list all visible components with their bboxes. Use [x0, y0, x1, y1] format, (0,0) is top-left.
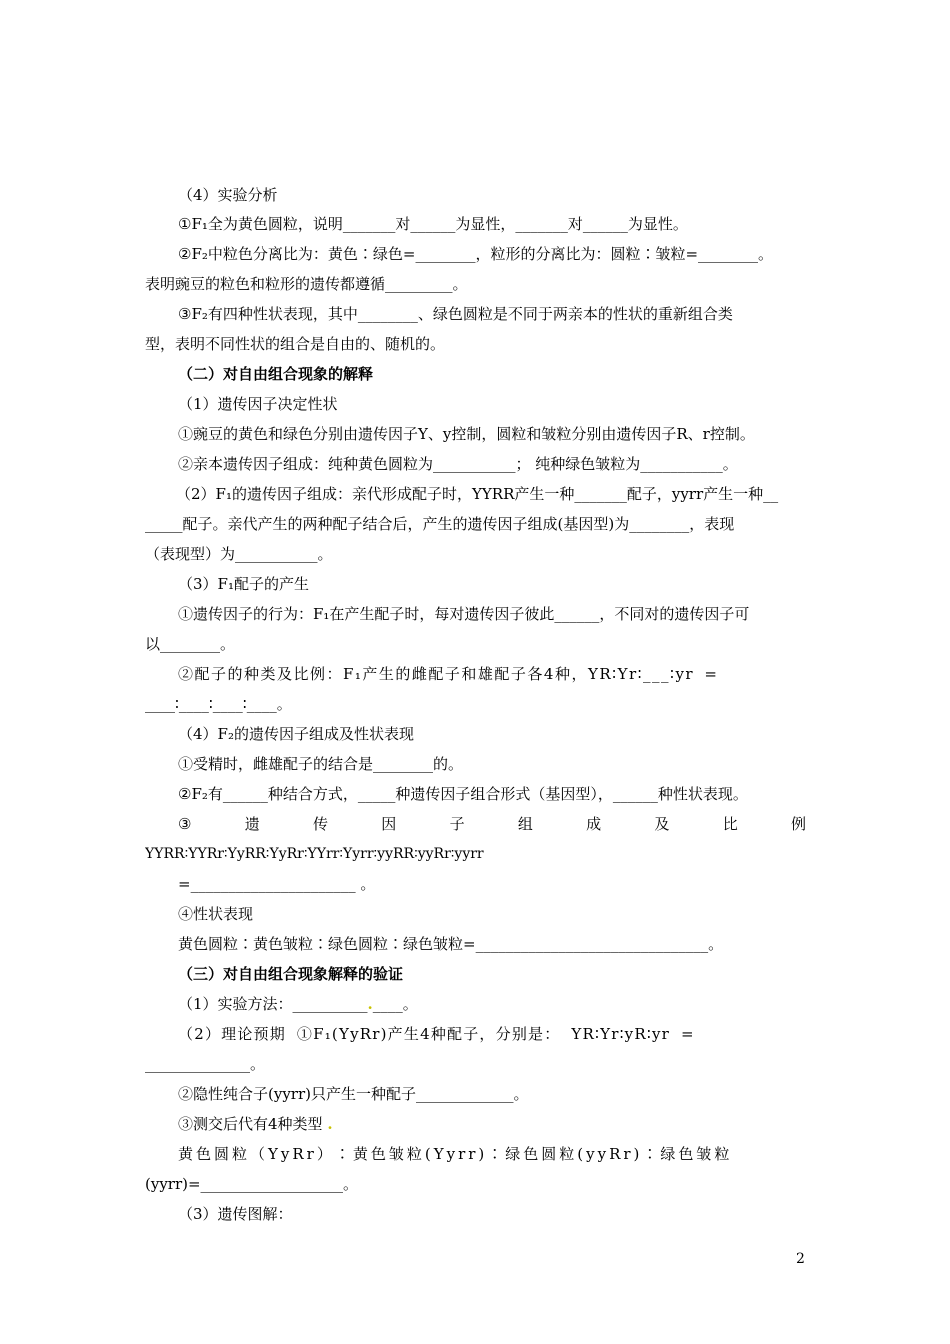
question-line: （表现型）为___________。: [145, 545, 333, 563]
question-line: ②配子的种类及比例：F₁产生的雌配子和雄配子各4种，YR∶Yr∶___∶yr =: [178, 665, 719, 683]
question-line: 黄色圆粒∶黄色皱粒∶绿色圆粒∶绿色皱粒=_______________________________。: [178, 935, 724, 953]
spread-char: 及: [654, 815, 670, 833]
question-line: ①F₁全为黄色圆粒，说明_______对______为显性，_______对______为显性。: [178, 215, 688, 233]
question-text: （1）实验方法：__________: [178, 995, 368, 1013]
question-line: ______________。: [145, 1055, 266, 1073]
question-line-spread: [178, 814, 806, 834]
subheading: ④性状表现: [178, 905, 254, 923]
question-line: ____∶____∶____∶____。: [145, 695, 292, 713]
spread-char: 因: [381, 815, 397, 833]
question-line: 表明豌豆的粒色和粒形的遗传都遵循_________。: [145, 275, 468, 293]
subheading: （1）遗传因子决定性状: [178, 395, 338, 413]
question-line: [178, 1114, 806, 1134]
question-line: ①受精时，雌雄配子的结合是________的。: [178, 755, 464, 773]
question-line: _____配子。亲代产生的两种配子结合后，产生的遗传因子组成(基因型)为________，表现: [145, 515, 735, 533]
page-number: 2: [796, 1251, 805, 1267]
question-line: ①豌豆的黄色和绿色分别由遗传因子Y、y控制，圆粒和皱粒分别由遗传因子R、r控制。: [178, 425, 755, 443]
spread-char: 例: [790, 815, 806, 833]
answer-blank-line: =______________________ 。: [178, 875, 376, 893]
spread-char: 传: [313, 815, 329, 833]
section-heading-experiment-analysis: （4）实验分析: [178, 186, 278, 204]
question-line: (yyrr)=___________________。: [145, 1175, 359, 1193]
question-line: ②F₂有______种结合方式，_____种遗传因子组合形式（基因型），______种性状表现。: [178, 785, 748, 803]
spread-char: 子: [449, 815, 465, 833]
question-line: （2）F₁的遗传因子组成：亲代形成配子时，YYRR产生一种_______配子，yyrr产生一种__: [176, 485, 779, 503]
question-line: ②亲本遗传因子组成：纯种黄色圆粒为___________； 纯种绿色皱粒为___________。: [178, 455, 738, 473]
question-line: 型，表明不同性状的组合是自由的、随机的。: [145, 335, 446, 353]
section-heading-explanation: （二）对自由组合现象的解释: [178, 365, 374, 383]
marker-dot: .: [367, 995, 373, 1013]
question-line: （2）理论预期 ①F₁(YyRr)产生4种配子，分别是： YR∶Yr∶yR∶yr =: [178, 1025, 695, 1043]
spread-char: 比: [722, 815, 738, 833]
subheading: （4）F₂的遗传因子组成及性状表现: [178, 725, 414, 743]
spread-char: ③: [178, 815, 192, 833]
question-text: ____。: [372, 995, 418, 1013]
subheading: （3）遗传图解：: [178, 1205, 293, 1223]
question-line: 以________。: [145, 635, 236, 653]
question-line: 黄色圆粒（YyRr）∶黄色皱粒(Yyrr)∶绿色圆粒(yyRr)∶绿色皱粒: [178, 1145, 733, 1163]
spread-char: 组: [517, 815, 533, 833]
question-text: ③测交后代有4种类型: [178, 1115, 328, 1133]
spread-char: 遗: [244, 815, 260, 833]
section-heading-verification: （三）对自由组合现象解释的验证: [178, 965, 404, 983]
genotype-ratio-line: YYRR∶YYRr∶YyRR∶YyRr∶YYrr∶Yyrr∶yyRR∶yyRr∶yyrr: [145, 846, 484, 862]
marker-dot: .: [327, 1115, 333, 1133]
question-line: [178, 994, 806, 1014]
subheading: （3）F₁配子的产生: [178, 575, 309, 593]
question-line: ②隐性纯合子(yyrr)只产生一种配子_____________。: [178, 1085, 529, 1103]
question-line: ②F₂中粒色分离比为：黄色∶绿色=________，粒形的分离比为：圆粒∶皱粒=________。: [178, 245, 774, 263]
spread-char: 成: [586, 815, 602, 833]
question-line: ①遗传因子的行为：F₁在产生配子时，每对遗传因子彼此______，不同对的遗传因子可: [178, 605, 750, 623]
question-line: ③F₂有四种性状表现，其中________、绿色圆粒是不同于两亲本的性状的重新组合类: [178, 305, 733, 323]
